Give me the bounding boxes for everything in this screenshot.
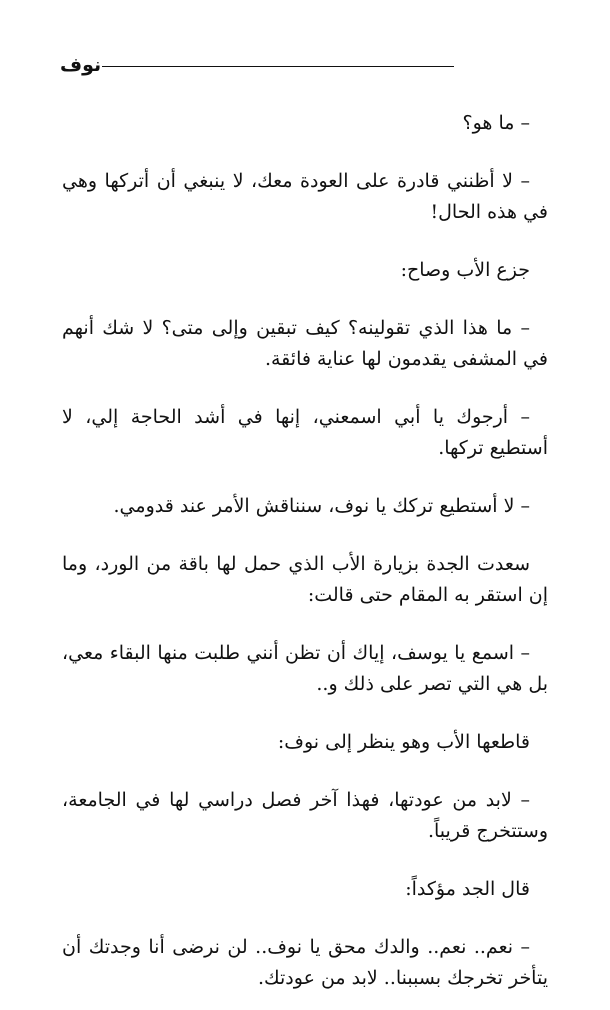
paragraph: – لا أستطيع تركك يا نوف، سنناقش الأمر عند قدومي. xyxy=(113,495,530,517)
paragraph: – لا أظنني قادرة على العودة معك، لا ينبغي أن أتركها وهي في هذه الحال! xyxy=(62,170,548,223)
paragraph: قاطعها الأب وهو ينظر إلى نوف: xyxy=(277,731,530,753)
paragraph: جزع الأب وصاح: xyxy=(400,259,530,281)
header-title: نوف xyxy=(60,54,102,76)
paragraph: قال الجد مؤكداً: xyxy=(405,878,530,900)
paragraph: – نعم.. نعم.. والدك محق يا نوف.. لن نرضى أنا وجدتك أن يتأخر تخرجك بسببنا.. لابد من عودتك. xyxy=(62,936,548,989)
paragraph: – أرجوك يا أبي اسمعني، إنها في أشد الحاجة إلي، لا أستطيع تركها. xyxy=(62,406,548,459)
running-header xyxy=(60,52,460,80)
paragraph: – اسمع يا يوسف، إياك أن تظن أنني طلبت منها البقاء معي، بل هي التي تصر على ذلك و.. xyxy=(62,642,548,695)
paragraph: – ما هذا الذي تقولينه؟ كيف تبقين وإلى متى؟ لا شك أنهم في المشفى يقدمون لها عناية فائقة. xyxy=(62,317,548,370)
paragraph: – ما هو؟ xyxy=(462,112,530,134)
paragraph: – لابد من عودتها، فهذا آخر فصل دراسي لها في الجامعة، وستتخرج قريباً. xyxy=(62,789,548,842)
header-rule xyxy=(102,66,454,67)
paragraph: سعدت الجدة بزيارة الأب الذي حمل لها باقة من الورد، وما إن استقر به المقام حتى قالت: xyxy=(62,553,548,606)
page-body xyxy=(62,108,548,994)
